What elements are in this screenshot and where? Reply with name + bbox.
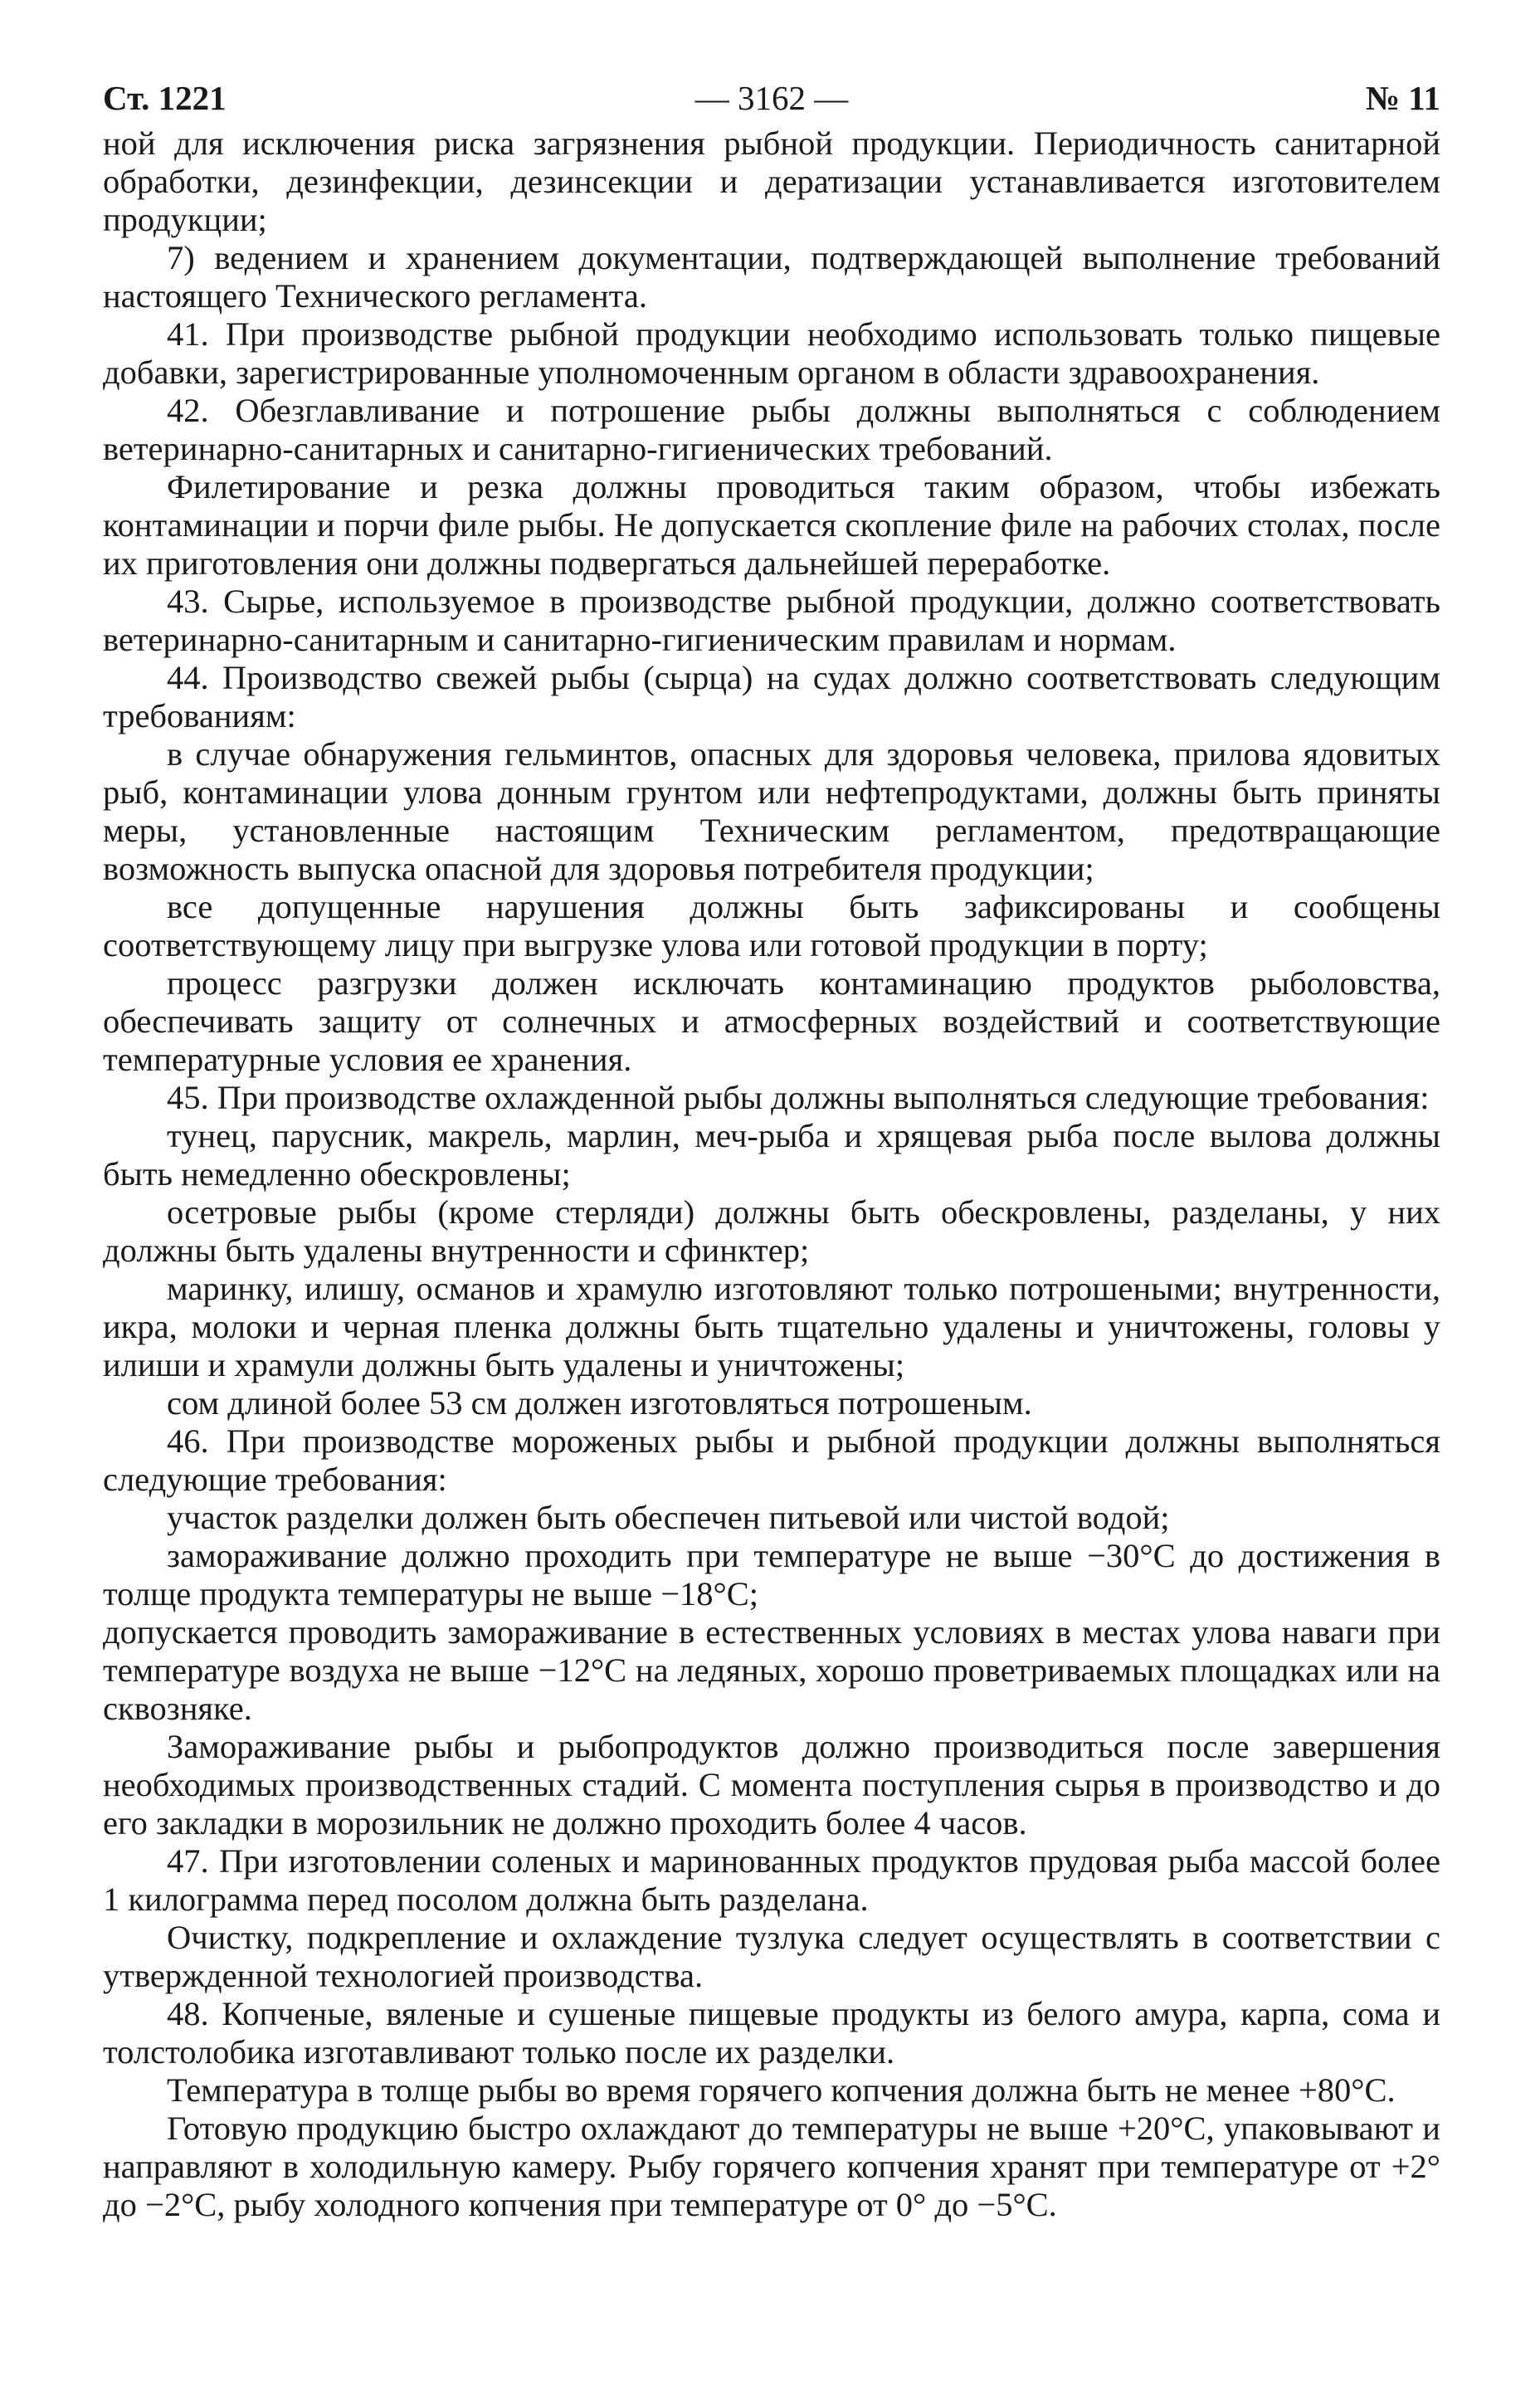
paragraph: 46. При производстве мороженых рыбы и рыбной продукции должны выполняться следующие требования: [103,1422,1440,1498]
paragraph: Замораживание рыбы и рыбопродуктов должно производиться после завершения необходимых производственных стадий. С момента поступления сырья в производство и до его закладки в морозильник не должно проходить более 4 часов. [103,1728,1440,1841]
issue-number: № 11 [1365,79,1440,117]
paragraph: тунец, парусник, макрель, марлин, меч-рыба и хрящевая рыба после вылова должны быть немедленно обескровлены; [103,1117,1440,1193]
document-body [103,124,1440,2224]
paragraph: в случае обнаружения гельминтов, опасных для здоровья человека, прилова ядовитых рыб, контаминации улова донным грунтом или нефтепродуктами, должны быть приняты меры, установленные настоящим Техническим регламентом, предотвращающие возможность выпуска опасной для здоровья потребителя продукции; [103,735,1440,887]
paragraph: 45. При производстве охлажденной рыбы должны выполняться следующие требования: [167,1079,1430,1116]
paragraph: замораживание должно проходить при температуре не выше −30°С до достижения в толще продукта температуры не выше −18°С; [103,1537,1440,1612]
paragraph: Готовую продукцию быстро охлаждают до температуры не выше +20°С, упаковывают и направляют в холодильную камеру. Рыбу горячего копчения хранят при температуре от +2° до −2°С, рыбу холодного копчения при температуре от 0° до −5°С. [103,2110,1440,2223]
paragraph: 43. Сырье, используемое в производстве рыбной продукции, должно соответствовать ветеринарно-санитарным и санитарно-гигиеническим правилам и нормам. [103,583,1440,658]
paragraph: 48. Копченые, вяленые и сушеные пищевые продукты из белого амура, карпа, сома и толстолобика изготавливают только после их разделки. [103,1995,1440,2071]
paragraph: 44. Производство свежей рыбы (сырца) на судах должно соответствовать следующим требованиям: [103,659,1440,734]
paragraph: осетровые рыбы (кроме стерляди) должны быть обескровлены, разделаны, у них должны быть удалены внутренности и сфинктер; [103,1193,1440,1269]
paragraph: участок разделки должен быть обеспечен питьевой или чистой водой; [167,1499,1170,1536]
paragraph: маринку, илишу, османов и храмулю изготовляют только потрошеными; внутренности, икра, молоки и черная пленка должны быть тщательно удалены и уничтожены, головы у илиши и храмули должны быть удалены и уничтожены; [103,1270,1440,1383]
paragraph: 41. При производстве рыбной продукции необходимо использовать только пищевые добавки, зарегистрированные уполномоченным органом в области здравоохранения. [103,315,1440,391]
paragraph: сом длиной более 53 см должен изготовляться потрошеным. [167,1384,1032,1422]
paragraph: Очистку, подкрепление и охлаждение тузлука следует осуществлять в соответствии с утвержденной технологией производства. [103,1919,1440,1994]
page-header [103,76,1440,120]
paragraph: допускается проводить замораживание в естественных условиях в местах улова наваги при температуре воздуха не выше −12°С на ледяных, хорошо проветриваемых площадках или на сквозняке. [103,1613,1440,1727]
paragraph: 47. При изготовлении соленых и маринованных продуктов прудовая рыба массой более 1 килограмма перед посолом должна быть разделана. [103,1842,1440,1918]
page-number: — 3162 — [694,79,849,117]
paragraph: Филетирование и резка должны проводиться таким образом, чтобы избежать контаминации и порчи филе рыбы. Не допускается скопление филе на рабочих столах, после их приготовления они должны подвергаться дальнейшей переработке. [103,468,1440,582]
paragraph: 42. Обезглавливание и потрошение рыбы должны выполняться с соблюдением ветеринарно-санитарных и санитарно-гигиенических требований. [103,392,1440,467]
document-page [103,76,1440,2224]
paragraph: 7) ведением и хранением документации, подтверждающей выполнение требований настоящего Технического регламента. [103,239,1440,315]
paragraph: ной для исключения риска загрязнения рыбной продукции. Периодичность санитарной обработки, дезинфекции, дезинсекции и дератизации устанавливается изготовителем продукции; [103,124,1440,238]
paragraph: все допущенные нарушения должны быть зафиксированы и сообщены соответствующему лицу при выгрузке улова или готовой продукции в порту; [103,888,1440,963]
paragraph: процесс разгрузки должен исключать контаминацию продуктов рыболовства, обеспечивать защиту от солнечных и атмосферных воздействий и соответствующие температурные условия ее хранения. [103,964,1440,1078]
article-number: Ст. 1221 [103,79,227,117]
paragraph: Температура в толще рыбы во время горячего копчения должна быть не менее +80°С. [167,2071,1396,2109]
